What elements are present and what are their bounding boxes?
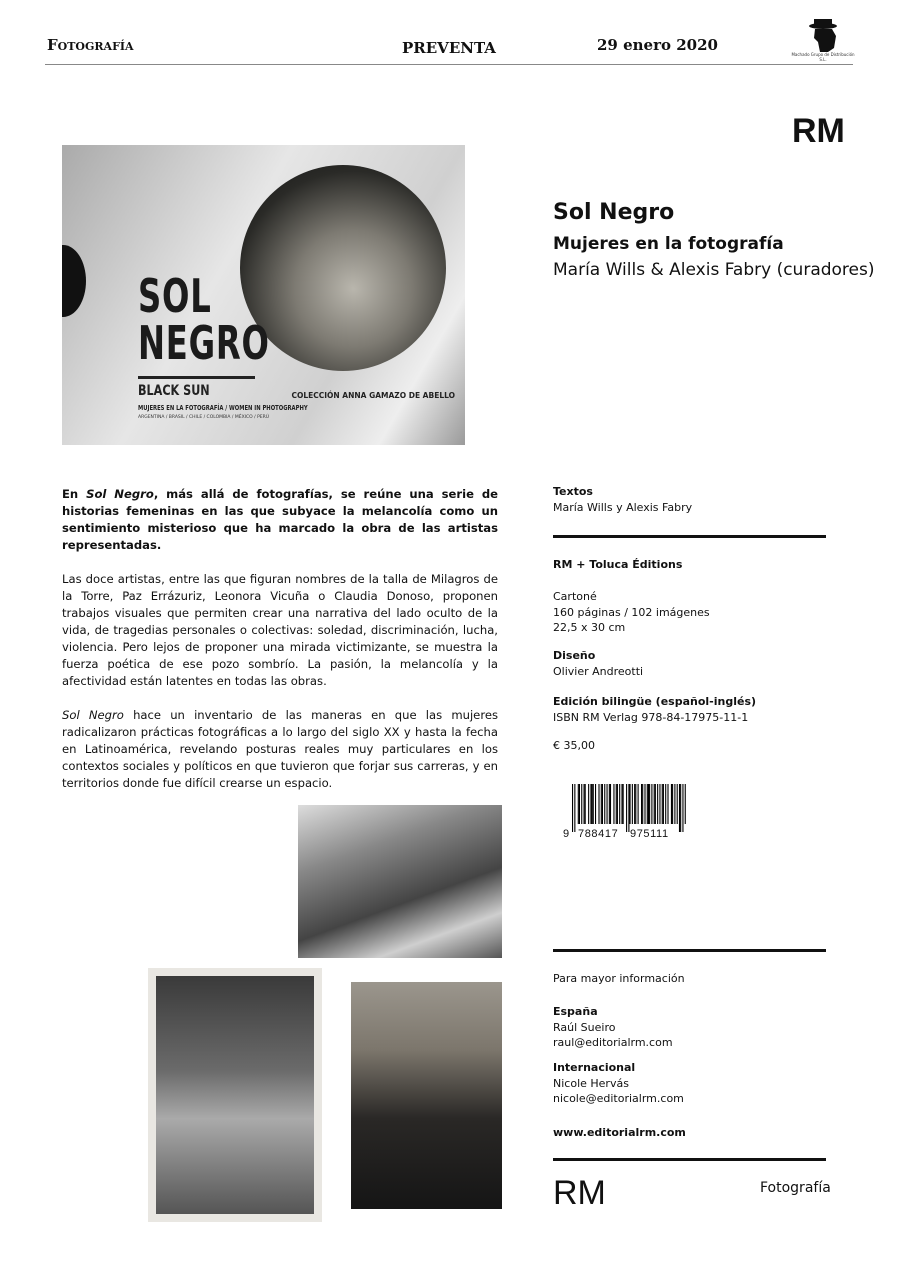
barcode-bar	[572, 784, 573, 832]
barcode-bar	[585, 784, 586, 824]
barcode-bar	[623, 784, 624, 824]
barcode-bar	[677, 784, 678, 824]
barcode-bar	[598, 784, 599, 824]
barcode-bar	[630, 784, 631, 824]
contact-international	[553, 1060, 684, 1107]
barcode-bar	[626, 784, 627, 832]
barcode-digits-right: 975111	[630, 828, 669, 840]
footer-category: Fotografía	[760, 1180, 831, 1196]
barcode-bar	[648, 784, 649, 824]
cover-photo-circle	[240, 165, 446, 371]
barcode-bar	[610, 784, 611, 824]
barcode-bar	[601, 784, 602, 824]
barcode-bar	[667, 784, 668, 824]
barcode-bar	[609, 784, 610, 824]
label: Diseño	[553, 649, 596, 662]
barcode-bar	[649, 784, 650, 824]
barcode-bar	[613, 784, 614, 824]
paragraph: Las doce artistas, entre las que figuran nombres de la talla de Milagros de la Torre, Paz Errázuriz, Leonora Vicuña o Claudia Donoso, proponen trabajos visuales que permiten crear una narrativa del lado oculto de la vida, de tragedias personales o colectivas: soledad, discriminación, lucha, violencia. Pero lejos de proponer una mirada victimizante, se muestra la fuerza poética de ese pozo sombrío. La pasión, la melancolía y la afectividad están latentes en todas las obras.	[62, 572, 498, 688]
barcode-bar	[581, 784, 582, 824]
header-status: PREVENTA	[402, 39, 496, 57]
barcode-bars	[572, 784, 692, 832]
barcode-bar	[651, 784, 652, 824]
barcode-bar	[604, 784, 605, 824]
barcode-bar	[680, 784, 681, 832]
cover-tagline: MUJERES EN LA FOTOGRAFÍA / WOMEN IN PHOTOGRAPHY	[138, 404, 308, 412]
portrait-photo	[351, 982, 502, 1209]
email-link[interactable]: nicole@editorialrm.com	[553, 1092, 684, 1105]
barcode-bar	[655, 784, 656, 824]
barcode-bar	[644, 784, 645, 824]
cover-collection: COLECCIÓN ANNA GAMAZO DE ABELLO	[291, 391, 455, 400]
barcode-bar	[665, 784, 666, 824]
cover-rule	[138, 376, 255, 379]
text: hace un inventario de las maneras en que las mujeres radicalizaron prácticas fotográficas a lo largo del siglo XX y hasta la fecha en Latinoamérica, revelando posturas reales muy particulares en los contextos sociales y políticos en que tuvieron que forjar sus carreras, y en territorios donde fue difícil crearse un espacio.	[62, 708, 499, 790]
label: Textos	[553, 485, 593, 498]
barcode-bar	[635, 784, 636, 824]
logo-caption: Machado Grupo de Distribución S.L.	[791, 52, 855, 62]
isbn: ISBN RM Verlag 978-84-17975-11-1	[553, 710, 749, 724]
barcode-bar	[595, 784, 596, 824]
italic-title: Sol Negro	[86, 487, 154, 501]
barcode-bar	[671, 784, 672, 824]
text: , más allá de fotografías, se reúne una serie de historias femeninas en las que subyace la melancolía como un sentimiento misterioso que ha marcado la obra de las artistas representadas.	[62, 487, 499, 552]
edition-block	[553, 694, 756, 725]
book-authors: María Wills & Alexis Fabry (curadores)	[553, 260, 875, 280]
texts-block	[553, 484, 692, 515]
label: Internacional	[553, 1061, 636, 1074]
barcode-bar	[579, 784, 580, 824]
barcode-bar	[634, 784, 635, 824]
name: Nicole Hervás	[553, 1076, 629, 1090]
barcode-bar	[659, 784, 660, 824]
divider	[553, 949, 826, 952]
binding: Cartoné	[553, 590, 597, 603]
barcode-bar	[578, 784, 579, 824]
footer-brand: RM	[553, 1174, 606, 1212]
barcode-bar	[657, 784, 658, 824]
barcode-bar	[593, 784, 594, 824]
barcode-bar	[654, 784, 655, 824]
header-section: Fotografía	[47, 36, 134, 54]
book-subtitle: Mujeres en la fotografía	[553, 234, 784, 254]
barcode-digits-left: 788417	[578, 828, 619, 840]
website-link[interactable]: www.editorialrm.com	[553, 1126, 686, 1139]
barcode-bar	[642, 784, 643, 824]
brand-mark: RM	[792, 112, 845, 150]
barcode-bar	[602, 784, 603, 824]
value: María Wills y Alexis Fabry	[553, 500, 693, 514]
barcode-bar	[663, 784, 664, 824]
description	[62, 486, 498, 809]
divider	[553, 1158, 826, 1161]
barcode-bar	[674, 784, 675, 824]
label: España	[553, 1005, 598, 1018]
barcode-bar	[685, 784, 686, 824]
barcode	[563, 784, 686, 844]
barcode-bar	[672, 784, 673, 824]
barcode-bar	[590, 784, 591, 824]
barcode-bar	[647, 784, 648, 824]
price: € 35,00	[553, 739, 595, 752]
barcode-bar	[679, 784, 680, 832]
barcode-bar	[617, 784, 618, 824]
seated-woman-photo	[148, 968, 322, 1222]
text: En	[62, 487, 87, 501]
italic-title: Sol Negro	[62, 708, 124, 722]
cover-title-2: NEGRO	[138, 316, 270, 370]
publisher: RM + Toluca Éditions	[553, 558, 683, 571]
barcode-bar	[574, 784, 575, 832]
barcode-bar	[588, 784, 589, 824]
book-title: Sol Negro	[553, 200, 675, 225]
barcode-bar	[592, 784, 593, 824]
barcode-bar	[621, 784, 622, 824]
barcode-bar	[584, 784, 585, 824]
cover-countries: ARGENTINA / BRASIL / CHILE / COLOMBIA / MÉXICO / PERÚ	[138, 415, 270, 420]
book-cover-image	[62, 145, 465, 445]
dimensions: 22,5 x 30 cm	[553, 621, 626, 634]
lead-paragraph	[62, 486, 498, 554]
cover-disc	[62, 245, 86, 317]
protest-photo	[298, 805, 502, 958]
barcode-bar	[682, 784, 683, 832]
barcode-bar	[607, 784, 608, 824]
design-block	[553, 648, 643, 679]
header-divider	[45, 64, 853, 65]
divider	[553, 535, 826, 538]
barcode-bar	[616, 784, 617, 824]
cover-subtitle: BLACK SUN	[138, 383, 210, 399]
cover-title-1: SOL	[138, 269, 212, 323]
barcode-bar	[632, 784, 633, 824]
contact-intro: Para mayor información	[553, 972, 685, 985]
barcode-bar	[662, 784, 663, 824]
value: Olivier Andreotti	[553, 664, 644, 678]
pages: 160 páginas / 102 imágenes	[553, 605, 710, 619]
barcode-bar	[641, 784, 642, 824]
barcode-bar	[619, 784, 620, 824]
barcode-digit: 9	[563, 828, 570, 840]
paragraph	[62, 707, 498, 792]
name: Raúl Sueiro	[553, 1020, 616, 1034]
hat-man-icon	[790, 18, 856, 56]
label: Edición bilingüe (español-inglés)	[553, 695, 757, 708]
distributor-logo	[790, 18, 856, 62]
barcode-bar	[628, 784, 629, 832]
format-block	[553, 589, 710, 636]
header-date: 29 enero 2020	[597, 36, 718, 54]
barcode-bar	[638, 784, 639, 824]
email-link[interactable]: raul@editorialrm.com	[553, 1036, 673, 1049]
contact-spain	[553, 1004, 673, 1051]
